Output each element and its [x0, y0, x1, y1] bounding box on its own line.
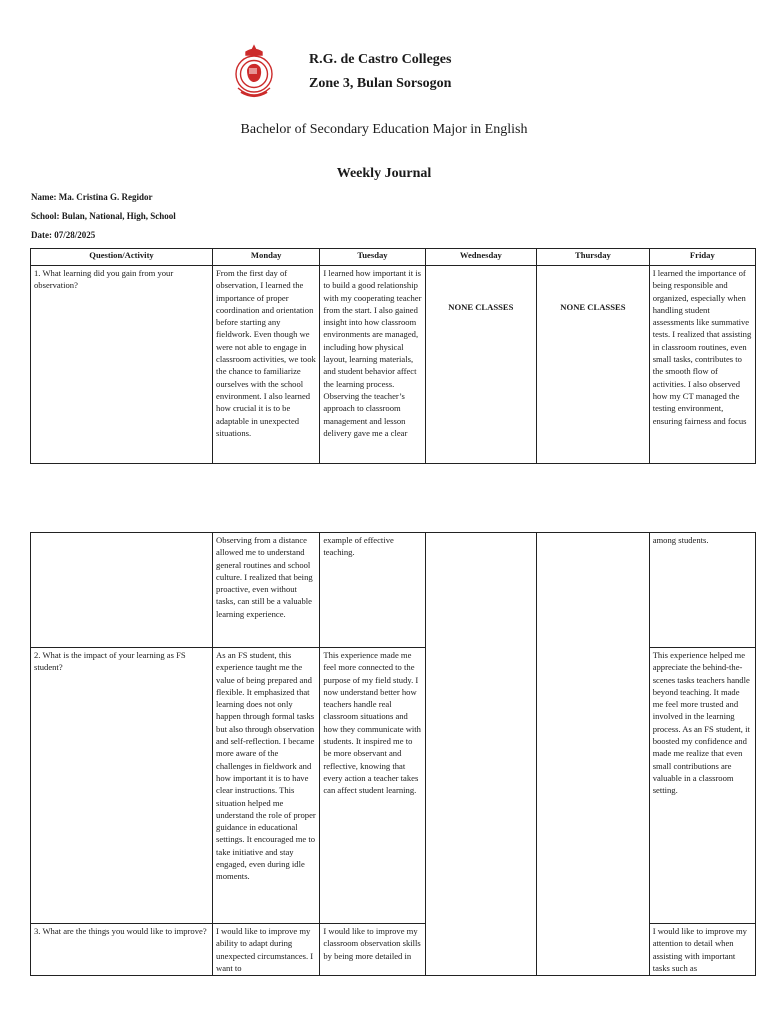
- wednesday-cell: NONE CLASSES: [425, 266, 537, 464]
- college-address: Zone 3, Bulan Sorsogon: [309, 76, 452, 91]
- column-header: Thursday: [537, 249, 650, 266]
- monday-cell: I would like to improve my ability to adapt during unexpected circumstances. I want to: [213, 924, 320, 976]
- friday-cell: among students.: [649, 533, 755, 648]
- column-header: Tuesday: [320, 249, 425, 266]
- journal-title: Weekly Journal: [336, 166, 432, 181]
- friday-cell: I learned the importance of being responsible and organized, especially when handling student assessments like summative tests. I realized that assisting in classroom routines, even small tasks, contributes to the smooth flow of activities. I also observed how my CT managed the testing environment, ensuring fairness and focus: [649, 266, 755, 464]
- question-cell: [31, 533, 213, 648]
- column-header: Monday: [213, 249, 320, 266]
- wednesday-cell: [425, 533, 537, 976]
- question-cell: 3. What are the things you would like to improve?: [31, 924, 213, 976]
- program-title: Bachelor of Secondary Education Major in English: [240, 122, 528, 137]
- tuesday-cell: This experience made me feel more connected to the purpose of my field study. I now understand better how teachers handle real classroom situations and how they communicate with students. It inspired me to be more observant and reflective, knowing that every action a teacher takes can affect student learning.: [320, 648, 425, 924]
- question-cell: 2. What is the impact of your learning as FS student?: [31, 648, 213, 924]
- thursday-cell: [537, 533, 650, 976]
- table-row: [31, 266, 756, 464]
- college-heading: [309, 48, 451, 96]
- monday-cell: Observing from a distance allowed me to understand general routines and school culture. I realized that being proactive, even without tasks, can still be a valuable learning experience.: [213, 533, 320, 648]
- journal-date: Date: 07/28/2025: [31, 230, 96, 240]
- column-header: Question/Activity: [31, 249, 213, 266]
- journal-table-page-1: [30, 248, 756, 464]
- table-row: [31, 533, 756, 648]
- friday-cell: This experience helped me appreciate the behind-the-scenes tasks teachers handle beyond teaching. It made me feel more trusted and involved in the learning process. As an FS student, it boosted my confidence and made me realize that even small contributions are valuable in a classroom setting.: [649, 648, 755, 924]
- column-header: Wednesday: [425, 249, 537, 266]
- monday-cell: From the first day of observation, I learned the importance of proper coordination and orientation before starting any fieldwork. Even though we were not able to engage in classroom activities, we took the chance to familiarize ourselves with the school environment. I also learned how crucial it is to be adaptable in unexpected situations.: [213, 266, 320, 464]
- question-cell: 1. What learning did you gain from your observation?: [31, 266, 213, 464]
- tuesday-cell: I learned how important it is to build a good relationship with my cooperating teacher from the start. I also gained insight into how classroom environments are managed, including how physical layout, learning materials, and student behavior affect the learning process. Observing the teacher’s approach to classroom management and lesson delivery gave me a clear: [320, 266, 425, 464]
- school-name: School: Bulan, National, High, School: [31, 211, 176, 221]
- tuesday-cell: example of effective teaching.: [320, 533, 425, 648]
- college-name: R.G. de Castro Colleges: [309, 52, 452, 67]
- friday-cell: I would like to improve my attention to detail when assisting with important tasks such as: [649, 924, 755, 976]
- thursday-cell: NONE CLASSES: [537, 266, 650, 464]
- column-header: Friday: [649, 249, 755, 266]
- college-seal-logo: [232, 44, 276, 100]
- table-header-row: [31, 249, 756, 266]
- monday-cell: As an FS student, this experience taught me the value of being prepared and flexible. It emphasized that learning does not only happen through formal tasks but also through observation and self-reflection. I became more aware of the challenges in fieldwork and how important it is to have clear instructions. This situation helped me understand the role of proper guidance in educational settings. It encouraged me to take initiative and stay engaged, even during idle moments.: [213, 648, 320, 924]
- tuesday-cell: I would like to improve my classroom observation skills by being more detailed in: [320, 924, 425, 976]
- journal-table-page-2: [30, 532, 756, 976]
- student-name: Name: Ma. Cristina G. Regidor: [31, 192, 153, 202]
